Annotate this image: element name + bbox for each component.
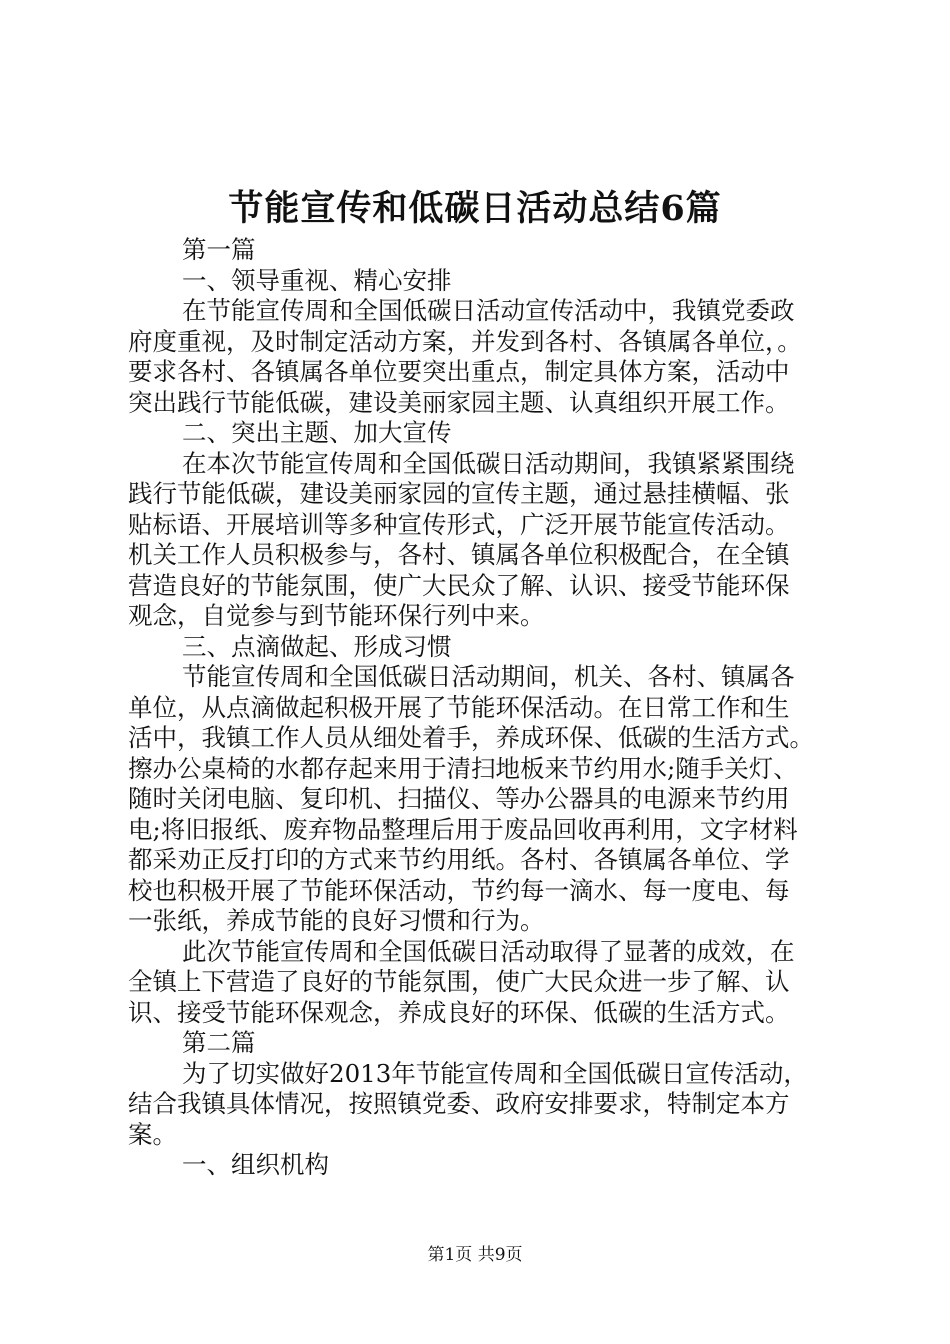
paragraph-line: 贴标语、开展培训等多种宣传形式，广泛开展节能宣传活动。 <box>128 509 790 539</box>
paragraph-line: 机关工作人员积极参与，各村、镇属各单位积极配合，在全镇 <box>128 540 790 569</box>
paragraph-line: 践行节能低碳，建设美丽家园的宣传主题，通过悬挂横幅、张 <box>128 479 790 508</box>
section-heading: 第一篇 <box>182 235 256 264</box>
paragraph-line: 擦办公桌椅的水都存起来用于清扫地板来节约用水;随手关灯、 <box>128 753 798 783</box>
paragraph-line: 识、接受节能环保观念，养成良好的环保、低碳的生活方式。 <box>128 997 790 1027</box>
paragraph-line: 都采劝正反打印的方式来节约用纸。各村、各镇属各单位、学 <box>128 845 790 874</box>
paragraph-line: 营造良好的节能氛围，使广大民众了解、认识、接受节能环保 <box>128 570 790 600</box>
document-body <box>128 235 838 1181</box>
paragraph-line: 在本次节能宣传周和全国低碳日活动期间，我镇紧紧围绕 <box>182 448 795 478</box>
paragraph-line: 在节能宣传周和全国低碳日活动宣传活动中，我镇党委政 <box>182 296 795 325</box>
page-title: 节能宣传和低碳日活动总结6篇 <box>228 188 722 229</box>
paragraph-line: 观念，自觉参与到节能环保行列中来。 <box>128 601 545 630</box>
paragraph-line: 此次节能宣传周和全国低碳日活动取得了显著的成效，在 <box>182 936 795 966</box>
paragraph-line: 结合我镇具体情况，按照镇党委、政府安排要求，特制定本方 <box>128 1089 790 1118</box>
section-heading: 第二篇 <box>182 1028 256 1057</box>
paragraph-line: 校也积极开展了节能环保活动，节约每一滴水、每一度电、每 <box>128 875 790 905</box>
paragraph-line: 突出践行节能低碳，建设美丽家园主题、认真组织开展工作。 <box>128 387 790 417</box>
paragraph-line: 要求各村、各镇属各单位要突出重点，制定具体方案，活动中 <box>128 357 790 386</box>
paragraph-line: 节能宣传周和全国低碳日活动期间，机关、各村、镇属各 <box>182 662 795 691</box>
subsection-heading: 一、领导重视、精心安排 <box>182 265 452 295</box>
paragraph-line: 一张纸，养成节能的良好习惯和行为。 <box>128 906 545 935</box>
paragraph-line: 电;将旧报纸、废弃物品整理后用于废品回收再利用，文字材料 <box>128 814 798 844</box>
subsection-heading: 一、组织机构 <box>182 1150 329 1179</box>
paragraph-line: 单位，从点滴做起积极开展了节能环保活动。在日常工作和生 <box>128 692 790 722</box>
page-number: 第1页 共9页 <box>427 1245 523 1265</box>
subsection-heading: 二、突出主题、加大宣传 <box>182 418 452 447</box>
paragraph-line: 全镇上下营造了良好的节能氛围，使广大民众进一步了解、认 <box>128 967 790 996</box>
paragraph-line: 案。 <box>128 1119 177 1149</box>
paragraph-line: 随时关闭电脑、复印机、扫描仪、等办公器具的电源来节约用 <box>128 784 790 813</box>
paragraph-line: 为了切实做好2013年节能宣传周和全国低碳日宣传活动， <box>182 1058 808 1088</box>
paragraph-line: 活中，我镇工作人员从细处着手，养成环保、低碳的生活方式。 <box>128 723 814 752</box>
paragraph-line: 府度重视，及时制定活动方案，并发到各村、各镇属各单位，。 <box>128 326 802 356</box>
subsection-heading: 三、点滴做起、形成习惯 <box>182 631 452 661</box>
